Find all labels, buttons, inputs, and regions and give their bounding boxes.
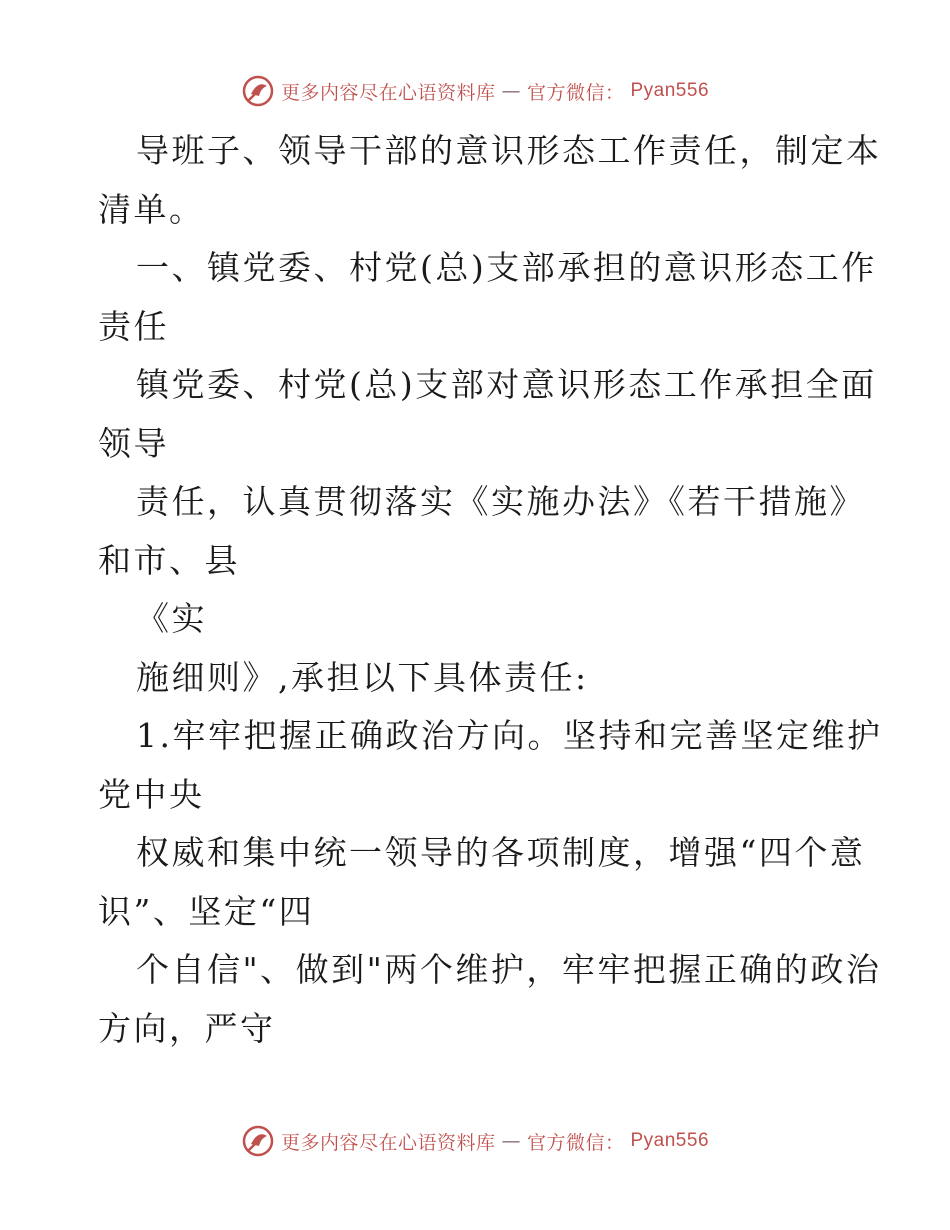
text-line: 权威和集中统一领导的各项制度，增强“四个意: [136, 833, 866, 872]
footer-watermark: [0, 1124, 950, 1158]
watermark-separator: —: [501, 80, 521, 102]
watermark-separator: —: [501, 1130, 521, 1152]
watermark-text: 更多内容尽在心语资料库: [280, 81, 496, 104]
brand-logo-icon: [241, 74, 275, 108]
text-line: 施细则》,承担以下具体责任:: [136, 657, 589, 697]
text-line: 责任: [98, 306, 169, 346]
text-line: 清单。: [98, 189, 205, 229]
document-body: [98, 122, 883, 1058]
watermark-wechat-id: Pyan556: [630, 80, 710, 101]
text-line: 镇党委、村党(总)支部对意识形态工作承担全面: [136, 365, 877, 404]
header-watermark: [0, 74, 950, 108]
watermark-wechat-id: Pyan556: [630, 1130, 710, 1151]
text-line: 党中央: [98, 774, 205, 814]
text-line: 导班子、领导干部的意识形态工作责任，制定本: [136, 131, 882, 170]
watermark-wechat-label: 官方微信：: [526, 81, 625, 104]
text-line: 识”、坚定“四: [98, 891, 315, 931]
text-line: 《实: [136, 599, 207, 638]
text-line: 领导: [98, 423, 169, 463]
text-line: 个自信"、做到"两个维护，牢牢把握正确的政治: [136, 950, 882, 989]
text-line: 1.牢牢把握正确政治方向。坚持和完善坚定维护: [136, 716, 883, 755]
brand-logo-icon: [241, 1124, 275, 1158]
watermark-wechat-label: 官方微信：: [526, 1131, 625, 1154]
text-line: 责任，认真贯彻落实《实施办法》《若干措施》: [136, 482, 865, 521]
text-line: 和市、县: [98, 540, 240, 580]
watermark-text: 更多内容尽在心语资料库: [280, 1131, 496, 1154]
text-line: 方向，严守: [98, 1008, 276, 1048]
text-line: 一、镇党委、村党(总)支部承担的意识形态工作: [136, 248, 877, 287]
